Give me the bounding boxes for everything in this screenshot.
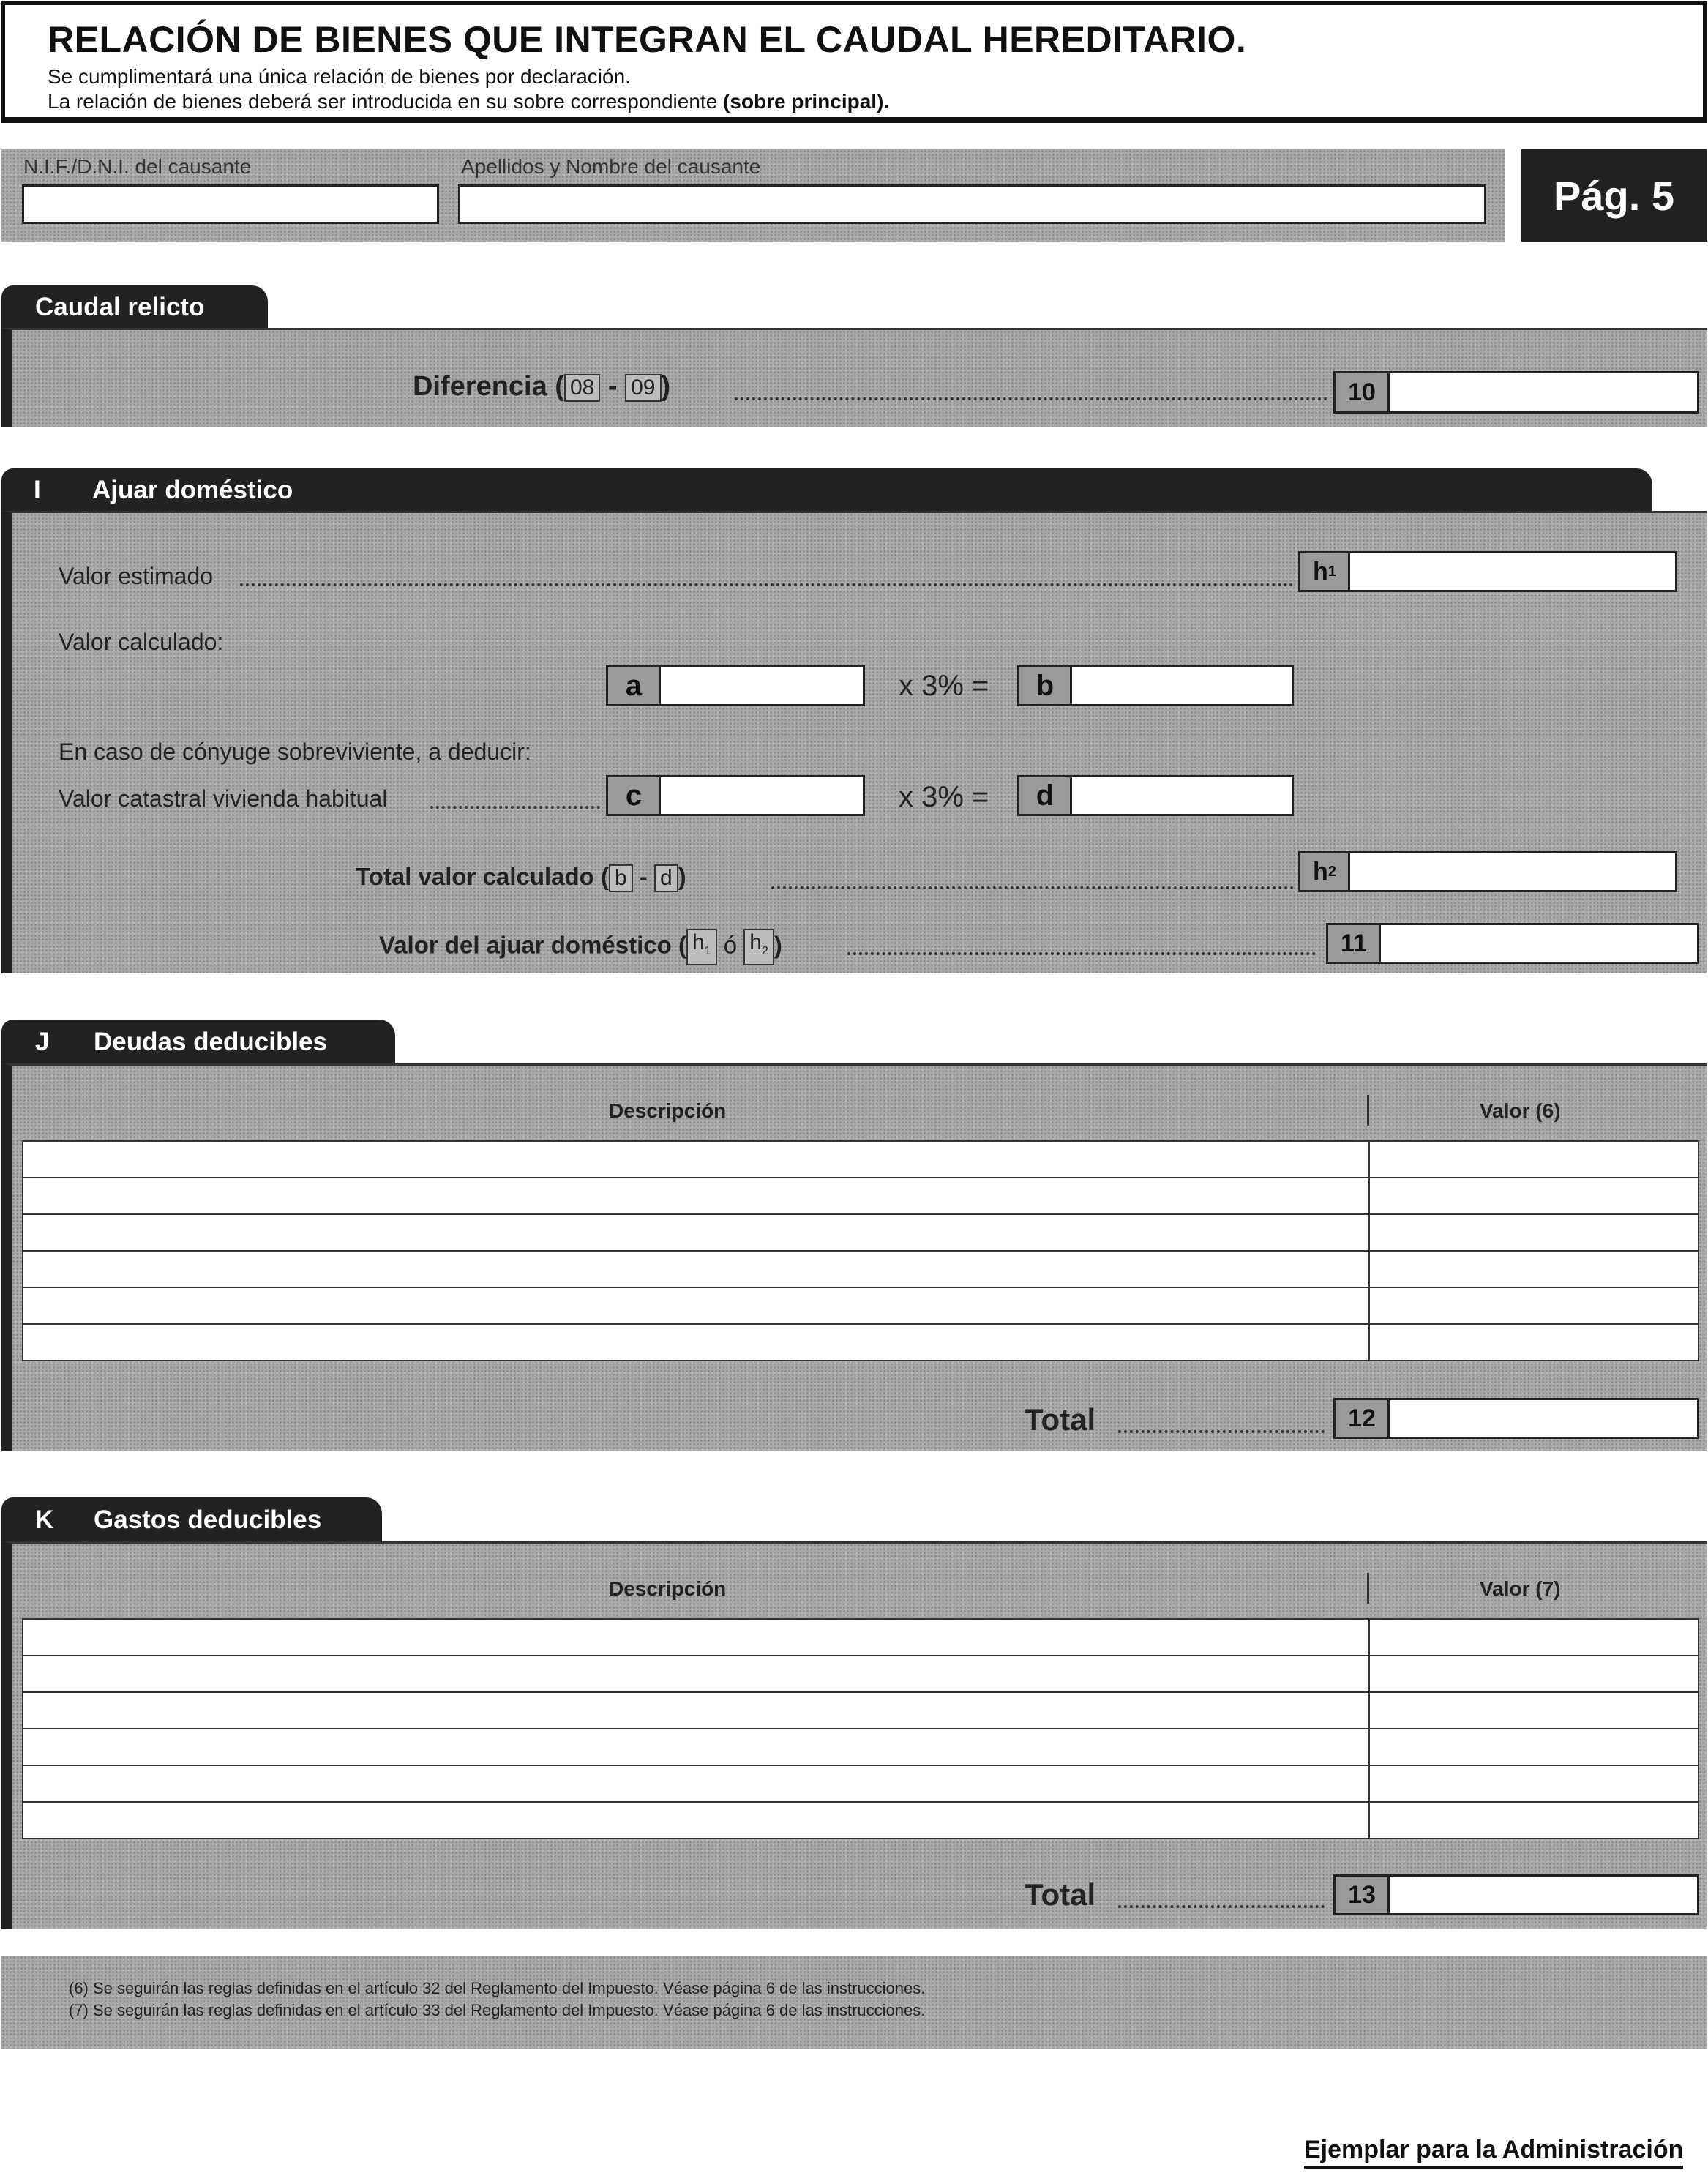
identification-band — [1, 149, 1505, 242]
gasto-valor-cell[interactable] — [1369, 1729, 1698, 1765]
diferencia-text: Diferencia ( — [413, 371, 564, 402]
ajuar-value-text: Valor del ajuar doméstico ( — [379, 931, 686, 959]
deuda-valor-cell[interactable] — [1369, 1324, 1698, 1361]
ajuar-close: ) — [774, 931, 782, 959]
gasto-desc-cell[interactable] — [23, 1765, 1369, 1802]
ajuar-or: ó — [723, 931, 738, 959]
page-label-box — [1521, 149, 1707, 242]
name-label: Apellidos y Nombre del causante — [461, 155, 761, 178]
tab-ajuar-domestico — [1, 468, 1652, 512]
box-b-code: b — [1017, 665, 1073, 706]
catastral-label: Valor catastral vivienda habitual — [59, 785, 388, 812]
ref-h2-sub: 2 — [761, 945, 768, 957]
total-calculado-label — [356, 863, 686, 892]
caudal-tab-label: Caudal relicto — [35, 293, 205, 321]
table-row — [23, 1765, 1698, 1802]
note-6: (6) Se seguirán las reglas definidas en el artículo 32 del Reglamento del Impuesto. Véase página 6 de las instrucciones. — [69, 1979, 926, 1997]
deuda-valor-cell[interactable] — [1369, 1214, 1698, 1251]
box-h1-field[interactable] — [1348, 551, 1677, 592]
table-row — [23, 1287, 1698, 1324]
box-d-code: d — [1017, 775, 1073, 816]
nif-label: N.I.F./D.N.I. del causante — [23, 155, 252, 178]
conyuge-label: En caso de cónyuge sobreviviente, a deducir: — [59, 738, 531, 765]
total-calc-close: ) — [678, 863, 686, 890]
gastos-col-divider — [1367, 1573, 1369, 1604]
diferencia-close: ) — [661, 371, 671, 402]
pct-label-1: x 3% = — [899, 670, 989, 702]
header-line-2-text: La relación de bienes deberá ser introducida en su sobre correspondiente — [48, 90, 724, 113]
note-7: (7) Se seguirán las reglas definidas en el artículo 33 del Reglamento del Impuesto. Véase página 6 de las instrucciones. — [69, 2001, 926, 2019]
total-calc-text: Total valor calculado ( — [356, 863, 609, 890]
deuda-desc-cell[interactable] — [23, 1324, 1369, 1361]
deuda-valor-cell[interactable] — [1369, 1141, 1698, 1178]
deudas-table — [22, 1140, 1699, 1361]
table-row — [23, 1214, 1698, 1251]
total-calc-minus: - — [639, 863, 648, 890]
deudas-col-divider — [1367, 1095, 1369, 1126]
deudas-total-dots — [1118, 1430, 1325, 1433]
deudas-letter: J — [35, 1028, 50, 1056]
gasto-valor-cell[interactable] — [1369, 1692, 1698, 1729]
gasto-desc-cell[interactable] — [23, 1692, 1369, 1729]
ref-d: d — [654, 864, 678, 892]
table-row — [23, 1178, 1698, 1214]
deuda-valor-cell[interactable] — [1369, 1287, 1698, 1324]
box-b-field[interactable] — [1070, 665, 1294, 706]
gasto-valor-cell[interactable] — [1369, 1619, 1698, 1656]
box-h1-code — [1298, 551, 1351, 592]
deuda-desc-cell[interactable] — [23, 1251, 1369, 1287]
table-row — [23, 1656, 1698, 1692]
ref-08: 08 — [564, 374, 600, 402]
ajuar-dots — [847, 952, 1316, 955]
gastos-col-valor: Valor (7) — [1480, 1577, 1561, 1600]
table-row — [23, 1141, 1698, 1178]
ref-b: b — [609, 864, 633, 892]
h1-letter: h — [1313, 557, 1328, 586]
deuda-desc-cell[interactable] — [23, 1214, 1369, 1251]
ref-h1 — [686, 929, 717, 965]
diferencia-dots — [735, 397, 1327, 400]
box-10-field[interactable] — [1387, 371, 1699, 414]
header-box — [1, 1, 1707, 123]
ejemplar-label: Ejemplar para la Administración — [1304, 2136, 1683, 2169]
deuda-desc-cell[interactable] — [23, 1287, 1369, 1324]
notes-band — [1, 1956, 1707, 2049]
h1-sub: 1 — [1327, 563, 1336, 580]
gasto-valor-cell[interactable] — [1369, 1802, 1698, 1839]
table-row — [23, 1251, 1698, 1287]
ref-h2-letter: h — [749, 930, 762, 954]
table-row — [23, 1692, 1698, 1729]
box-10-code: 10 — [1333, 371, 1390, 414]
pct-label-2: x 3% = — [899, 781, 989, 813]
deudas-col-descripcion: Descripción — [609, 1099, 727, 1122]
gasto-desc-cell[interactable] — [23, 1656, 1369, 1692]
box-h2-field[interactable] — [1348, 851, 1677, 892]
page-number: Pág. 5 — [1554, 172, 1674, 219]
deudas-panel — [1, 1063, 1707, 1451]
gastos-panel — [1, 1541, 1707, 1929]
gastos-tab-label: Gastos deducibles — [94, 1506, 322, 1534]
box-h2-code — [1298, 851, 1351, 892]
table-row — [23, 1802, 1698, 1839]
deuda-valor-cell[interactable] — [1369, 1178, 1698, 1214]
ajuar-panel — [1, 511, 1707, 973]
tab-deudas-deducibles — [1, 1020, 395, 1065]
box-a-code: a — [606, 665, 662, 706]
deuda-desc-cell[interactable] — [23, 1141, 1369, 1178]
form-title: RELACIÓN DE BIENES QUE INTEGRAN EL CAUDAL HEREDITARIO. — [48, 19, 1247, 60]
catastral-dots — [430, 806, 600, 809]
deuda-valor-cell[interactable] — [1369, 1251, 1698, 1287]
gasto-valor-cell[interactable] — [1369, 1656, 1698, 1692]
ajuar-letter: I — [34, 476, 41, 504]
gasto-valor-cell[interactable] — [1369, 1765, 1698, 1802]
h2-letter: h — [1313, 857, 1328, 886]
deuda-desc-cell[interactable] — [23, 1178, 1369, 1214]
valor-ajuar-label — [379, 929, 782, 965]
diferencia-minus: - — [607, 371, 618, 402]
diferencia-label — [413, 371, 670, 403]
box-11-field[interactable] — [1379, 923, 1699, 964]
gastos-table — [22, 1618, 1699, 1839]
deudas-col-valor: Valor (6) — [1480, 1099, 1561, 1122]
deudas-total-label: Total — [1025, 1402, 1096, 1437]
ajuar-tab-label: Ajuar doméstico — [92, 476, 293, 504]
calculado-label: Valor calculado: — [59, 629, 224, 655]
ref-h2 — [743, 929, 774, 965]
estimado-dots — [240, 583, 1294, 586]
table-row — [23, 1729, 1698, 1765]
ref-h1-sub: 1 — [704, 945, 711, 957]
box-13-code: 13 — [1333, 1874, 1390, 1915]
box-c-code: c — [606, 775, 662, 816]
ref-09: 09 — [625, 374, 661, 402]
gastos-total-label: Total — [1025, 1877, 1096, 1912]
tab-gastos-deducibles — [1, 1497, 382, 1543]
box-11-code: 11 — [1326, 923, 1382, 964]
box-d-field[interactable] — [1070, 775, 1294, 816]
name-field[interactable] — [458, 184, 1486, 224]
caudal-panel — [1, 328, 1707, 427]
header-line-2-bold: (sobre principal). — [723, 90, 890, 113]
deudas-tab-label: Deudas deducibles — [94, 1028, 327, 1056]
gastos-letter: K — [35, 1506, 54, 1534]
tab-caudal-relicto — [1, 285, 268, 329]
gasto-desc-cell[interactable] — [23, 1802, 1369, 1839]
box-12-code: 12 — [1333, 1398, 1390, 1439]
box-a-field[interactable] — [659, 665, 865, 706]
table-row — [23, 1324, 1698, 1361]
box-c-field[interactable] — [659, 775, 865, 816]
ref-h1-letter: h — [692, 930, 705, 954]
box-13-field[interactable] — [1387, 1874, 1699, 1915]
table-row — [23, 1619, 1698, 1656]
header-line-2 — [48, 90, 889, 113]
header-line-1: Se cumplimentará una única relación de bienes por declaración. — [48, 65, 631, 88]
gasto-desc-cell[interactable] — [23, 1619, 1369, 1656]
gasto-desc-cell[interactable] — [23, 1729, 1369, 1765]
h2-sub: 2 — [1327, 863, 1336, 880]
gastos-col-descripcion: Descripción — [609, 1577, 727, 1600]
gastos-total-dots — [1118, 1905, 1325, 1908]
estimado-label: Valor estimado — [59, 563, 214, 589]
total-calc-dots — [771, 886, 1294, 889]
box-12-field[interactable] — [1387, 1398, 1699, 1439]
nif-field[interactable] — [22, 184, 439, 224]
